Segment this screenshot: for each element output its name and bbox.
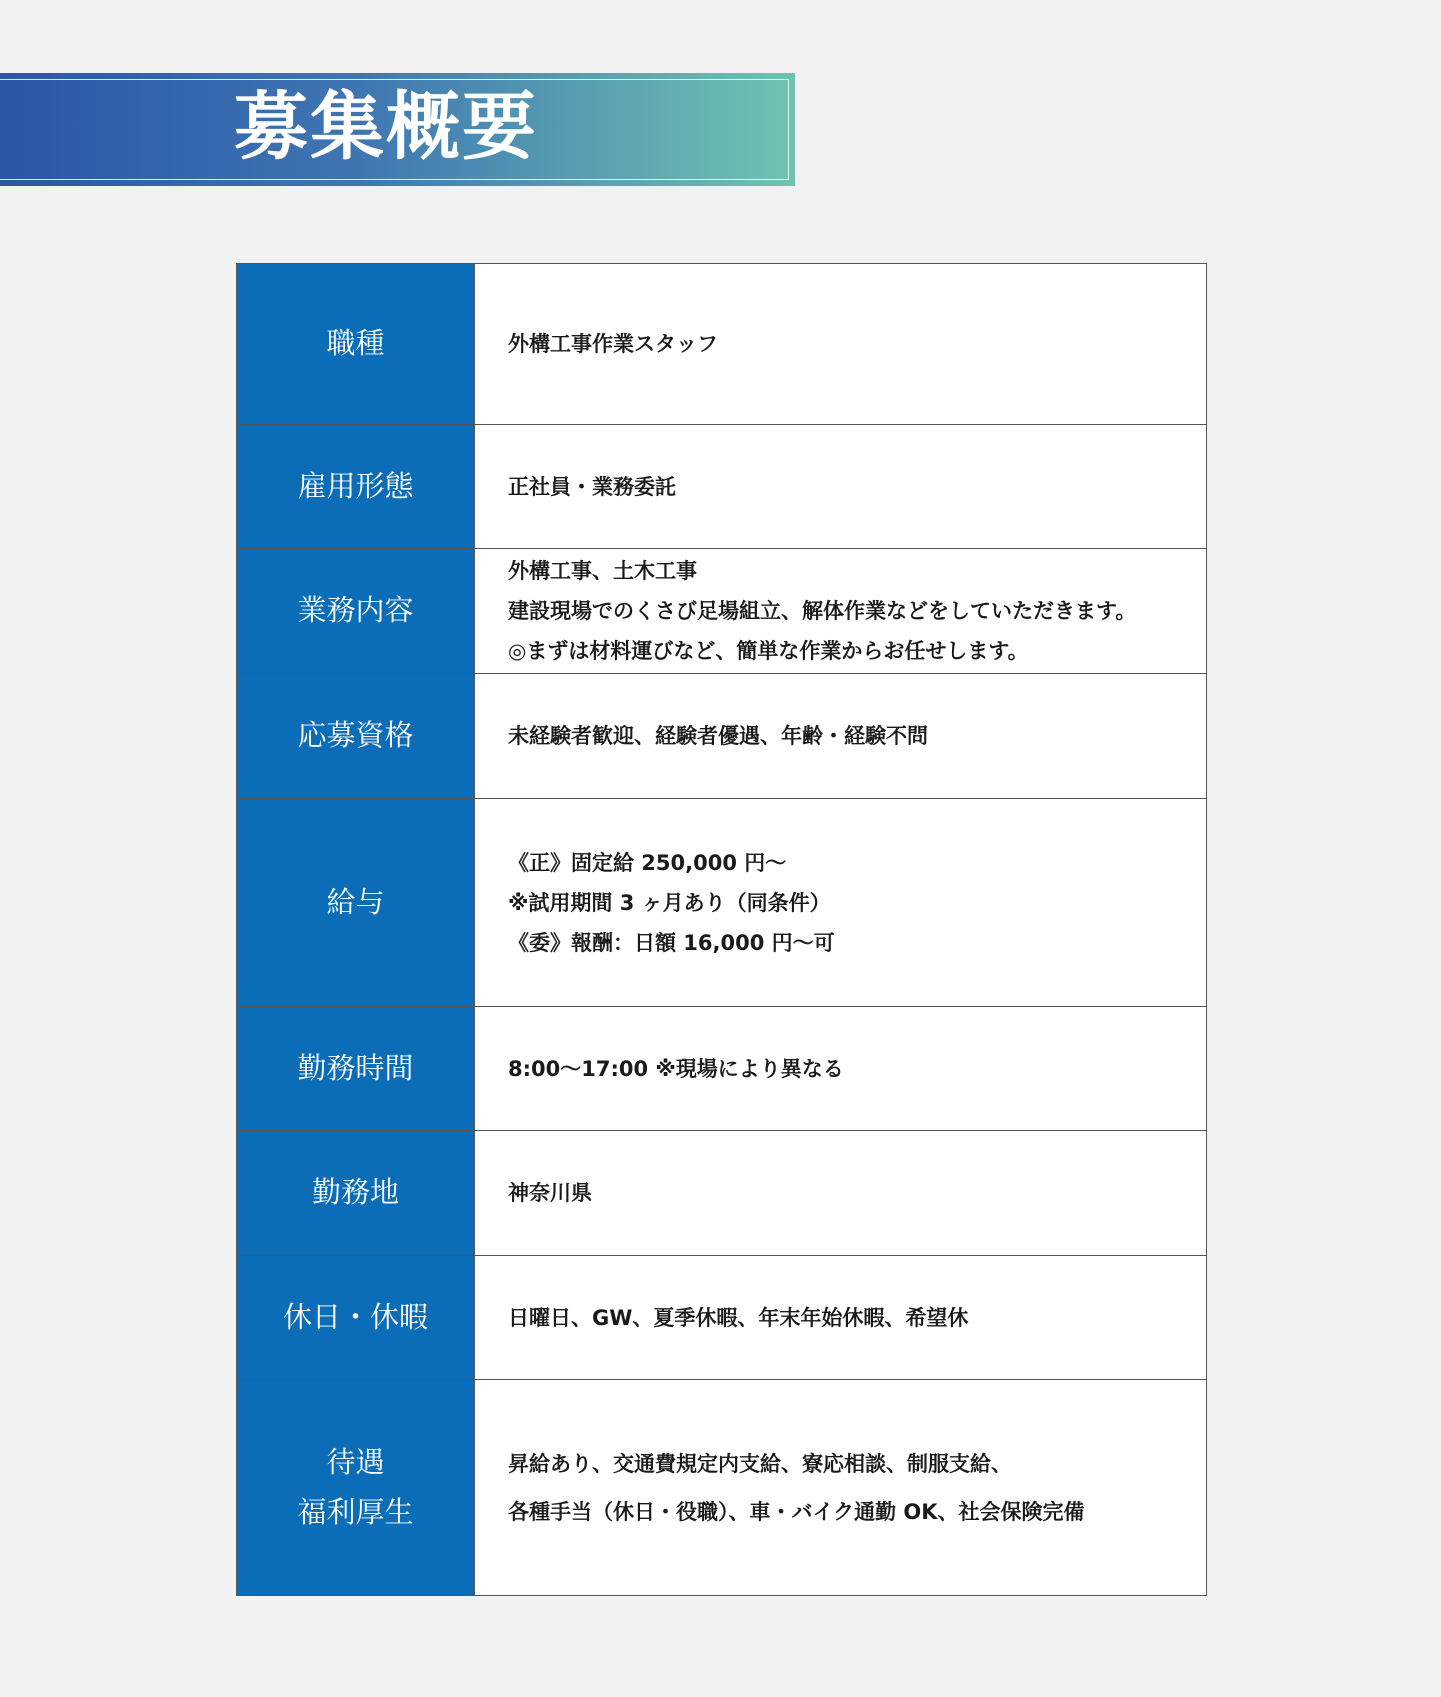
page-title: 募集概要 <box>234 84 538 170</box>
row-value <box>475 264 1206 424</box>
row-label: 職種 <box>237 264 475 424</box>
value-line: 外構工事作業スタッフ <box>508 332 718 356</box>
value-line: ◎まずは材料運びなど、簡単な作業からお任せします。 <box>508 639 1029 663</box>
row-label: 休日・休暇 <box>237 1256 475 1379</box>
value-line: 8:00〜17:00 ※現場により異なる <box>508 1056 844 1081</box>
value-line: 《正》固定給 250,000 円〜 <box>508 850 787 875</box>
row-value <box>475 549 1206 673</box>
row-value <box>475 674 1206 798</box>
table-row <box>237 424 1206 548</box>
value-line: 建設現場でのくさび足場組立、解体作業などをしていただきます。 <box>508 599 1137 623</box>
row-label-stack <box>297 1438 413 1537</box>
row-label: 勤務時間 <box>237 1007 475 1130</box>
table-row <box>237 548 1206 673</box>
row-value <box>475 1380 1206 1595</box>
table-row <box>237 798 1206 1006</box>
row-label: 勤務地 <box>237 1131 475 1255</box>
row-value <box>475 1256 1206 1379</box>
row-value <box>475 1007 1206 1130</box>
value-line: 外構工事、土木工事 <box>508 559 697 583</box>
recruitment-table <box>236 263 1207 1596</box>
row-label <box>237 1380 475 1595</box>
row-label-line: 待遇 <box>326 1445 385 1480</box>
row-label-line: 福利厚生 <box>297 1494 414 1529</box>
table-row <box>237 1130 1206 1255</box>
row-label: 給与 <box>237 799 475 1006</box>
table-row <box>237 1006 1206 1130</box>
value-line: 昇給あり、交通費規定内支給、寮応相談、制服支給、 <box>508 1451 1012 1476</box>
value-line: 各種手当（休日・役職）、車・バイク通勤 OK、社会保険完備 <box>508 1499 1085 1524</box>
row-value <box>475 425 1206 548</box>
value-line: 正社員・業務委託 <box>508 474 676 499</box>
row-value <box>475 799 1206 1006</box>
table-row <box>237 673 1206 798</box>
value-line: 《委》報酬：日額 16,000 円〜可 <box>508 930 835 955</box>
row-value <box>475 1131 1206 1255</box>
value-line: 神奈川県 <box>508 1181 592 1205</box>
row-label: 雇用形態 <box>237 425 475 548</box>
value-line: ※試用期間 3 ヶ月あり（同条件） <box>508 890 831 915</box>
row-label: 応募資格 <box>237 674 475 798</box>
value-line: 日曜日、GW、夏季休暇、年末年始休暇、希望休 <box>508 1305 969 1330</box>
table-row <box>237 1379 1206 1595</box>
row-label: 業務内容 <box>237 549 475 673</box>
value-line: 未経験者歓迎、経験者優遇、年齢・経験不問 <box>508 724 928 748</box>
table-row <box>237 1255 1206 1379</box>
header-banner <box>0 73 795 186</box>
table-row <box>237 264 1206 424</box>
